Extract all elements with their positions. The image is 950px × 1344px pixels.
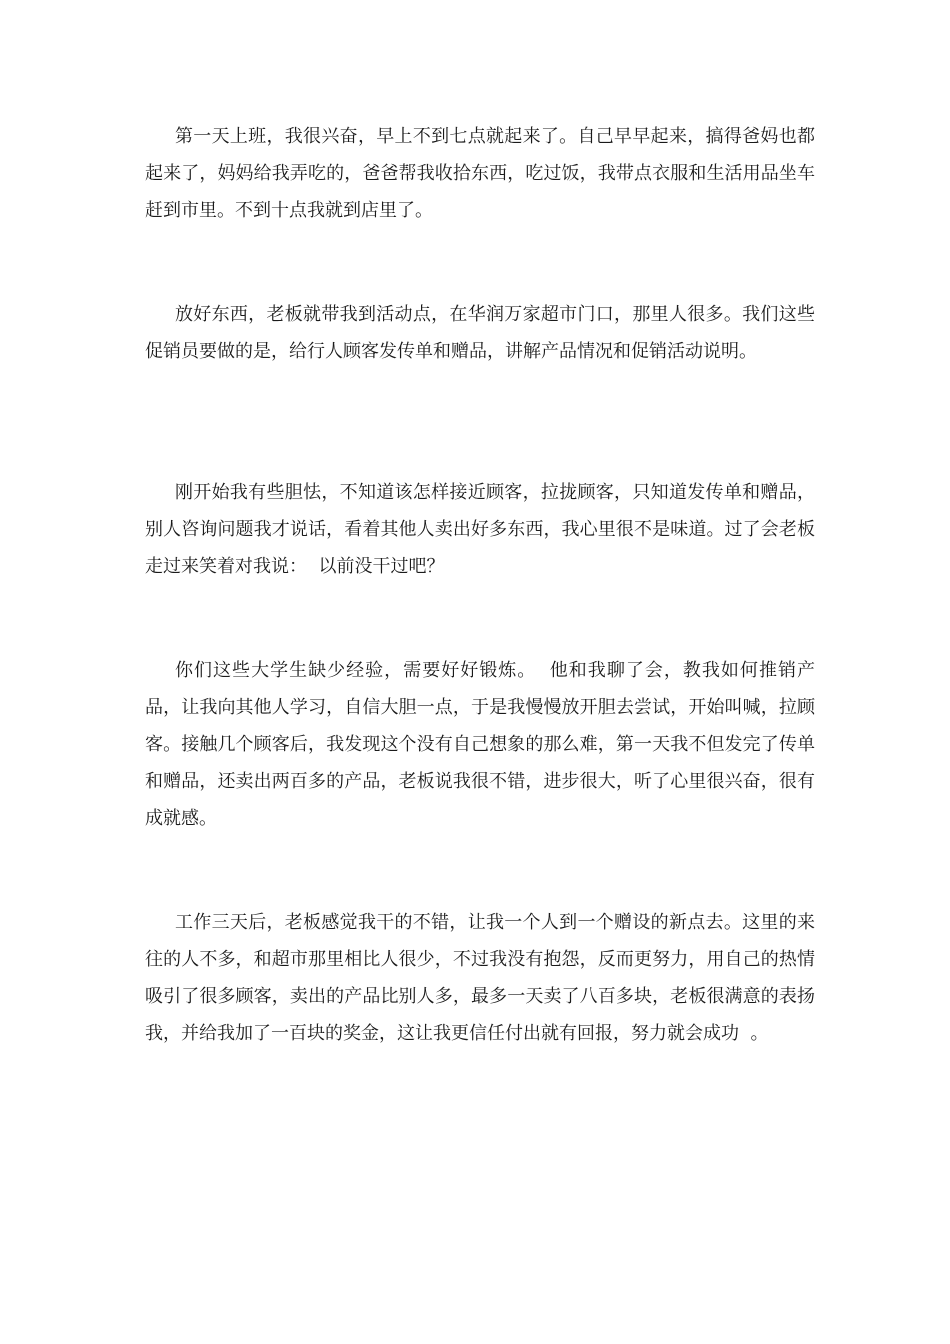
paragraph-2: 放好东西，老板就带我到活动点，在华润万家超市门口，那里人很多。我们这些促销员要做的是，给行人顾客发传单和赠品，讲解产品情况和促销活动说明。 (145, 304, 815, 362)
paragraph-4: 你们这些大学生缺少经验，需要好好锻炼。 他和我聊了会，教我如何推销产品，让我向其他人学习，自信大胆一点，于是我慢慢放开胆去尝试，开始叫喊，拉顾客。接触几个顾客后，我发现这个没有自己想象的那么难，第一天我不但发完了传单和赠品，还卖出两百多的产品，老板说我很不错，进步很大，听了心里很兴奋，很有成就感。 (145, 660, 815, 829)
paragraph-3: 刚开始我有些胆怯，不知道该怎样接近顾客，拉拢顾客，只知道发传单和赠品，别人咨询问题我才说话，看着其他人卖出好多东西，我心里很不是味道。过了会老板走过来笑着对我说： 以前没干过吧？ (145, 482, 815, 577)
paragraph-1: 第一天上班，我很兴奋，早上不到七点就起来了。自己早早起来，搞得爸妈也都起来了，妈妈给我弄吃的，爸爸帮我收拾东西，吃过饭，我带点衣服和生活用品坐车赶到市里。不到十点我就到店里了。 (145, 126, 815, 221)
paragraph-5: 工作三天后，老板感觉我干的不错，让我一个人到一个赠设的新点去。这里的来往的人不多，和超市那里相比人很少，不过我没有抱怨，反而更努力，用自己的热情吸引了很多顾客，卖出的产品比别人多，最多一天卖了八百多块，老板很满意的表扬我，并给我加了一百块的奖金，这让我更信任付出就有回报，努力就会成功 。 (145, 912, 815, 1044)
